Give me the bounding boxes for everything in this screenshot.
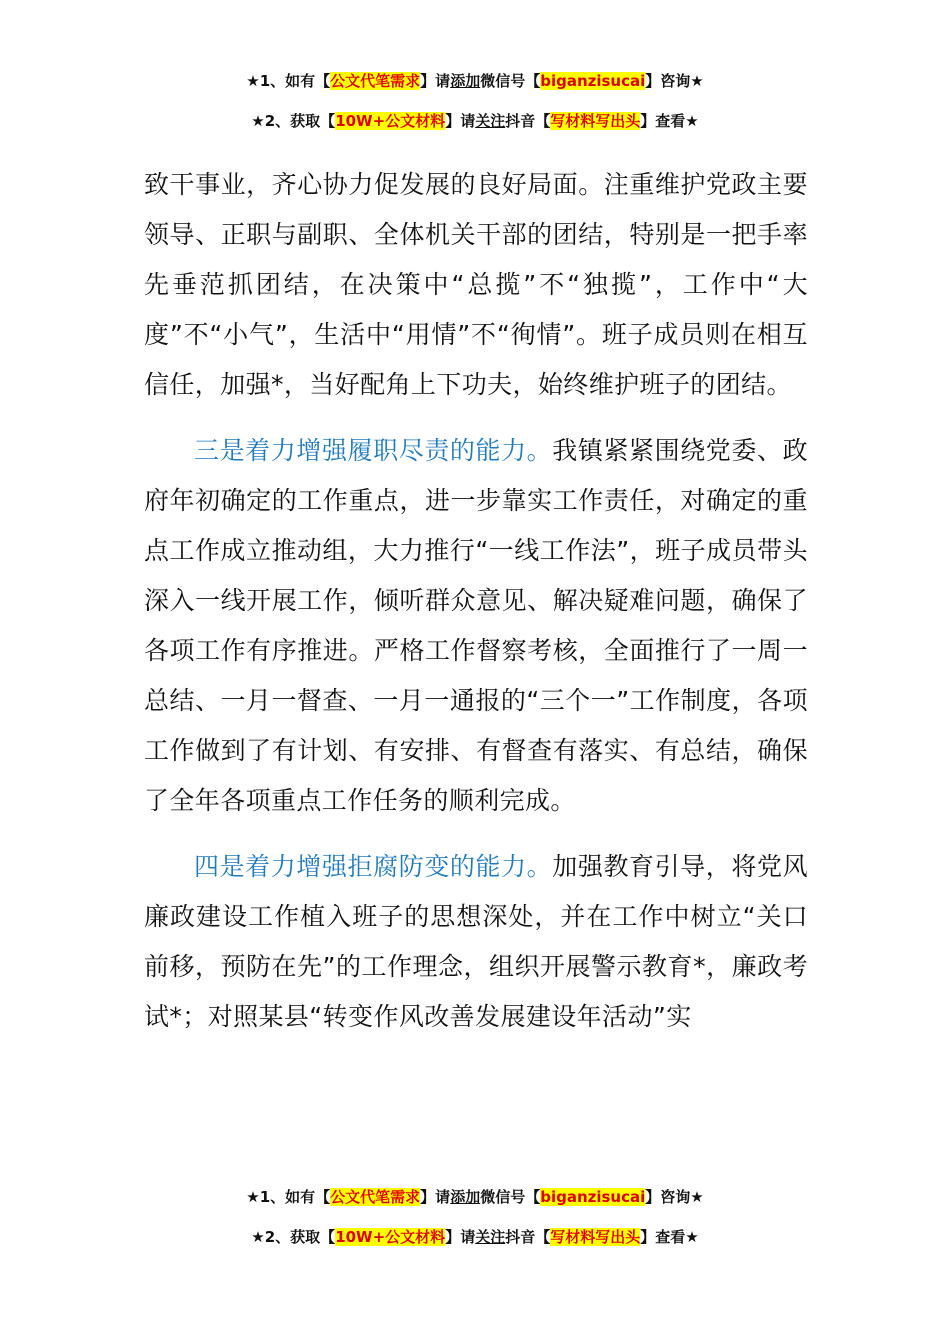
header-banner-line-1 — [0, 70, 950, 92]
banner-text: ★1、如有【 — [246, 1188, 331, 1206]
footer-banner-line-1 — [0, 1186, 950, 1208]
banner-text: ★2、获取【 — [251, 1228, 336, 1246]
banner-highlight: 写材料写出头 — [550, 1228, 641, 1246]
banner-text: 微信号【 — [480, 72, 541, 90]
banner-underline: 关注 — [475, 1228, 506, 1246]
banner-wechat-id: biganzisucai — [540, 72, 646, 90]
banner-text: 抖音【 — [505, 112, 551, 130]
banner-text: 】咨询★ — [645, 72, 704, 90]
banner-text: 】查看★ — [640, 112, 699, 130]
section-heading: 三是着力增强履职尽责的能力。 — [194, 436, 553, 465]
banner-wechat-id: biganzisucai — [540, 1188, 646, 1206]
banner-highlight: 公文代笔需求 — [330, 1188, 421, 1206]
paragraph-integrity — [144, 842, 808, 1042]
banner-text: 】查看★ — [640, 1228, 699, 1246]
banner-text: 抖音【 — [505, 1228, 551, 1246]
banner-highlight: 10W+公文材料 — [335, 112, 446, 130]
banner-text: 】请 — [445, 1228, 476, 1246]
banner-text: ★1、如有【 — [246, 72, 331, 90]
banner-underline: 添加 — [450, 72, 481, 90]
banner-text: 】咨询★ — [645, 1188, 704, 1206]
banner-highlight: 公文代笔需求 — [330, 72, 421, 90]
banner-underline: 关注 — [475, 112, 506, 130]
banner-highlight: 10W+公文材料 — [335, 1228, 446, 1246]
paragraph-unity: 致干事业，齐心协力促发展的良好局面。注重维护党政主要领导、正职与副职、全体机关干部的团结，特别是一把手率先垂范抓团结，在决策中“总揽”不“独揽”，工作中“大度”不“小气”，生活中“用情”不“徇情”。班子成员则在相互信任，加强*，当好配角上下功夫，始终维护班子的团结。 — [144, 170, 808, 399]
footer-banner-line-2 — [0, 1226, 950, 1248]
paragraph-gap — [144, 826, 808, 842]
banner-text: ★2、获取【 — [251, 112, 336, 130]
paragraph-duty — [144, 426, 808, 826]
banner-underline: 添加 — [450, 1188, 481, 1206]
document-body — [144, 160, 808, 1042]
banner-text: 微信号【 — [480, 1188, 541, 1206]
paragraph-text: 加强教育引导，将党风廉政建设工作植入班子的思想深处，并在工作中树立“关口前移，预防在先”的工作理念，组织开展警示教育*，廉政考试*；对照某县“转变作风改善发展建设年活动”实 — [144, 852, 808, 1031]
banner-text: 】请 — [420, 1188, 451, 1206]
banner-highlight: 写材料写出头 — [550, 112, 641, 130]
paragraph-text: 我镇紧紧围绕党委、政府年初确定的工作重点，进一步靠实工作责任，对确定的重点工作成立推动组，大力推行“一线工作法”，班子成员带头深入一线开展工作，倾听群众意见、解决疑难问题，确保了各项工作有序推进。严格工作督察考核，全面推行了一周一总结、一月一督查、一月一通报的“三个一”工作制度，各项工作做到了有计划、有安排、有督查有落实、有总结，确保了全年各项重点工作任务的顺利完成。 — [144, 436, 808, 815]
banner-text: 】请 — [445, 112, 476, 130]
section-heading: 四是着力增强拒腐防变的能力。 — [194, 852, 553, 881]
header-banner-line-2 — [0, 110, 950, 132]
paragraph-gap — [144, 410, 808, 426]
banner-text: 】请 — [420, 72, 451, 90]
